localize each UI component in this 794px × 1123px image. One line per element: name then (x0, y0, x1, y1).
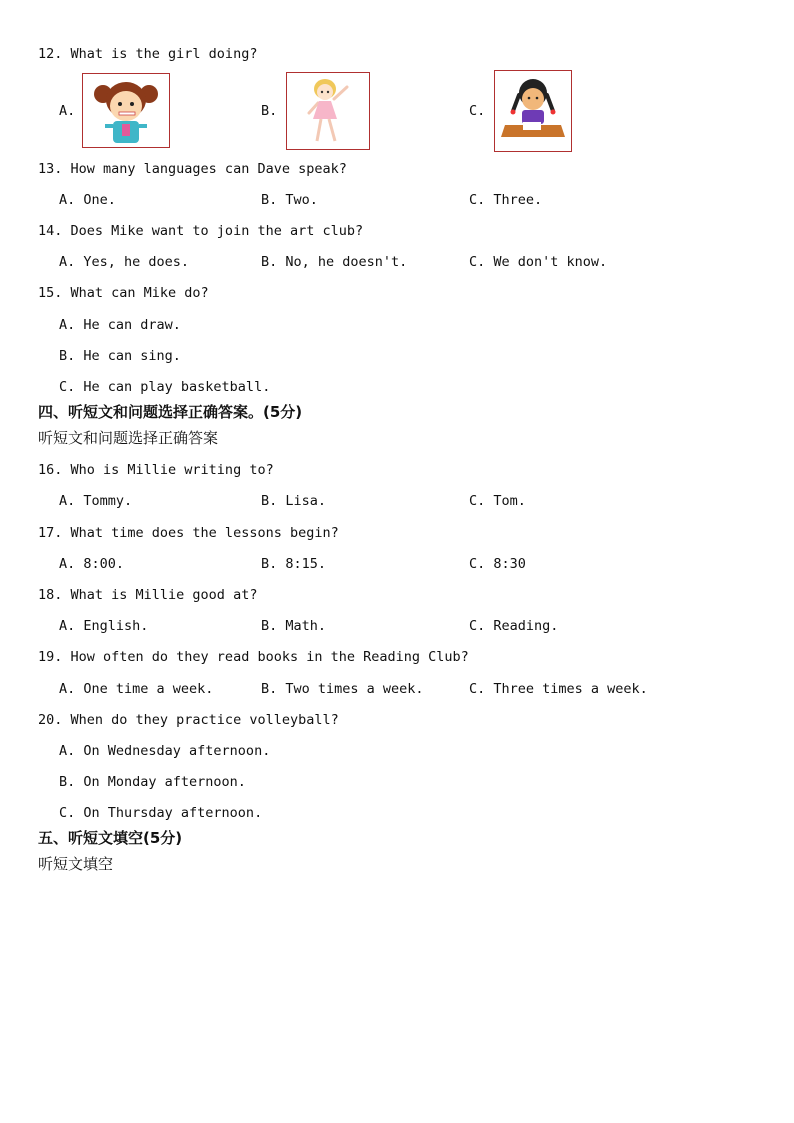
question-15: 15. What can Mike do? (38, 285, 209, 301)
girl-writing-at-desk-icon (494, 70, 572, 152)
option-13-a[interactable]: A. One. (59, 192, 116, 208)
girl-dancing-ballet-icon (286, 72, 370, 150)
option-20-b[interactable]: B. On Monday afternoon. (59, 774, 246, 790)
option-12-c[interactable]: C. (469, 103, 486, 119)
option-14-a[interactable]: A. Yes, he does. (59, 254, 190, 270)
section-5-instruction: 听短文填空 (38, 855, 114, 873)
option-20-c[interactable]: C. On Thursday afternoon. (59, 805, 263, 821)
section-5-heading: 五、听短文填空(5分) (38, 829, 183, 847)
option-17-b[interactable]: B. 8:15. (261, 556, 327, 572)
option-19-c[interactable]: C. Three times a week. (469, 681, 648, 697)
option-14-b[interactable]: B. No, he doesn't. (261, 254, 408, 270)
option-17-c[interactable]: C. 8:30 (469, 556, 526, 572)
option-15-c[interactable]: C. He can play basketball. (59, 379, 271, 395)
question-19: 19. How often do they read books in the Reading Club? (38, 649, 469, 665)
question-17: 17. What time does the lessons begin? (38, 525, 339, 541)
question-14: 14. Does Mike want to join the art club? (38, 223, 364, 239)
question-18: 18. What is Millie good at? (38, 587, 258, 603)
option-16-b[interactable]: B. Lisa. (261, 493, 327, 509)
option-18-c[interactable]: C. Reading. (469, 618, 559, 634)
option-12-a[interactable]: A. (59, 103, 76, 119)
option-15-a[interactable]: A. He can draw. (59, 317, 181, 333)
option-16-c[interactable]: C. Tom. (469, 493, 526, 509)
question-20: 20. When do they practice volleyball? (38, 712, 339, 728)
option-13-b[interactable]: B. Two. (261, 192, 318, 208)
question-13: 13. How many languages can Dave speak? (38, 161, 347, 177)
option-19-a[interactable]: A. One time a week. (59, 681, 214, 697)
option-15-b[interactable]: B. He can sing. (59, 348, 181, 364)
option-18-a[interactable]: A. English. (59, 618, 149, 634)
option-14-c[interactable]: C. We don't know. (469, 254, 608, 270)
option-13-c[interactable]: C. Three. (469, 192, 543, 208)
option-17-a[interactable]: A. 8:00. (59, 556, 125, 572)
option-20-a[interactable]: A. On Wednesday afternoon. (59, 743, 271, 759)
section-4-heading: 四、听短文和问题选择正确答案。(5分) (38, 403, 303, 421)
option-16-a[interactable]: A. Tommy. (59, 493, 133, 509)
option-12-b[interactable]: B. (261, 103, 278, 119)
question-16: 16. Who is Millie writing to? (38, 462, 274, 478)
section-4-instruction: 听短文和问题选择正确答案 (38, 429, 219, 447)
girl-brushing-teeth-icon (82, 73, 170, 148)
option-19-b[interactable]: B. Two times a week. (261, 681, 424, 697)
option-18-b[interactable]: B. Math. (261, 618, 327, 634)
question-12: 12. What is the girl doing? (38, 46, 258, 62)
